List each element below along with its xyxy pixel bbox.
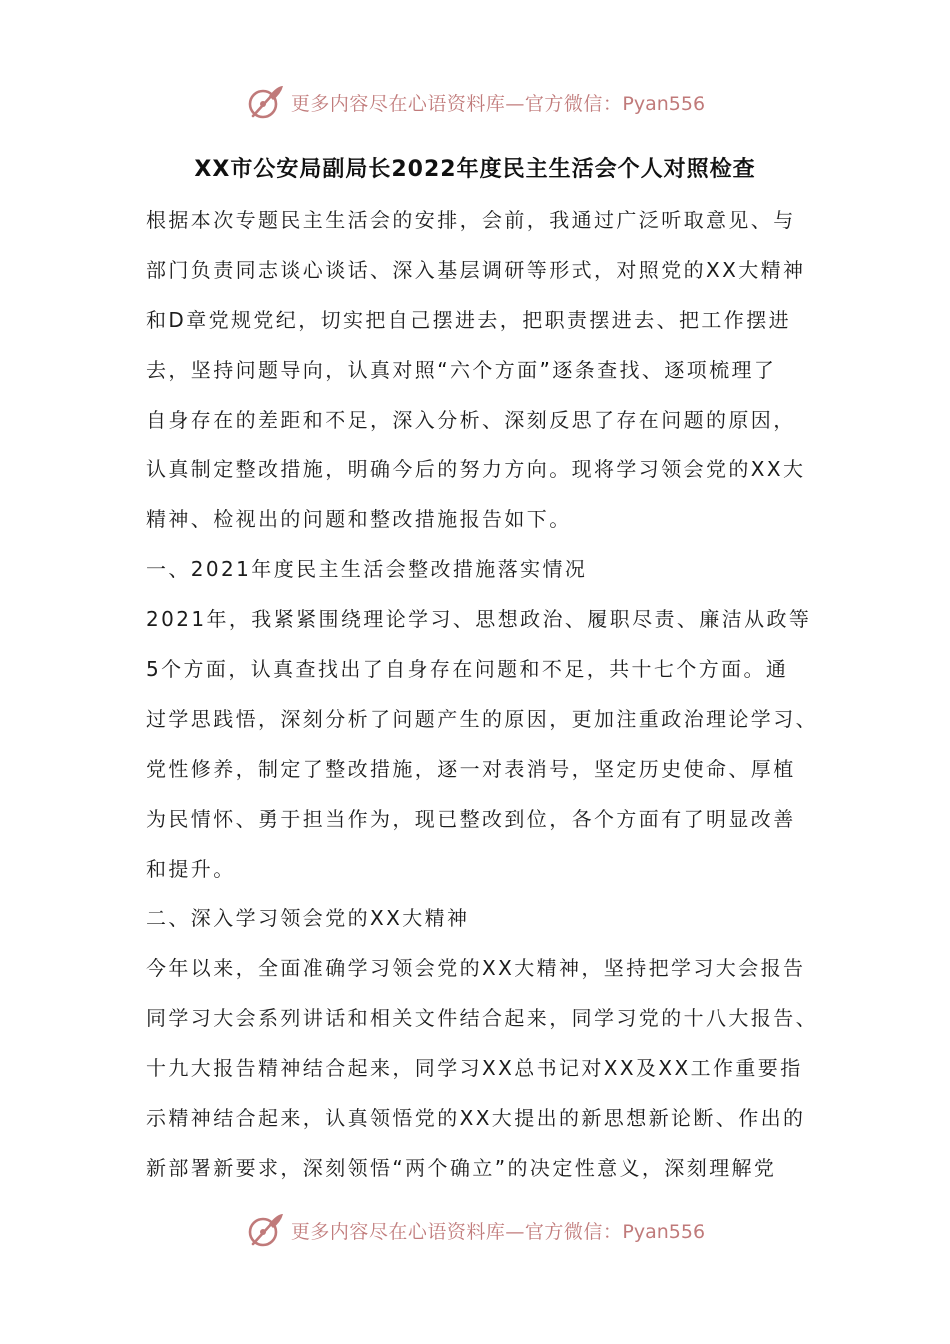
watermark-label: 更多内容尽在心语资料库—官方微信： (290, 1220, 623, 1243)
text-line: 2021年，我紧紧围绕理论学习、思想政治、履职尽责、廉洁从政等 (146, 607, 812, 632)
text-line: 精神、检视出的问题和整改措施报告如下。 (146, 507, 572, 532)
quill-logo-icon (245, 1210, 285, 1250)
header-watermark (0, 80, 950, 124)
text-line: 认真制定整改措施，明确今后的努力方向。现将学习领会党的XX大 (146, 457, 806, 482)
watermark-text (291, 1217, 705, 1244)
text-line: 今年以来，全面准确学习领会党的XX大精神，坚持把学习大会报告 (146, 956, 806, 981)
text-line: 和D章党规党纪，切实把自己摆进去，把职责摆进去、把工作摆进 (146, 307, 791, 332)
text-line: 5个方面，认真查找出了自身存在问题和不足，共十七个方面。通 (146, 657, 789, 682)
text-line: 过学思践悟，深刻分析了问题产生的原因，更加注重政治理论学习、 (146, 706, 818, 731)
text-line: 十九大报告精神结合起来，同学习XX总书记对XX及XX工作重要指 (146, 1056, 803, 1081)
text-line: 为民情怀、勇于担当作为，现已整改到位，各个方面有了明显改善 (146, 806, 796, 831)
text-line: 和提升。 (146, 856, 236, 881)
footer-watermark (0, 1208, 950, 1252)
watermark-handle: Pyan556 (622, 92, 706, 115)
text-line: 新部署新要求，深刻领悟“两个确立”的决定性意义，深刻理解党 (146, 1155, 777, 1180)
text-line: 根据本次专题民主生活会的安排，会前，我通过广泛听取意见、与 (146, 208, 796, 232)
text-line: 示精神结合起来，认真领悟党的XX大提出的新思想新论断、作出的 (146, 1106, 806, 1131)
text-line: 一、2021年度民主生活会整改措施落实情况 (146, 557, 588, 582)
quill-logo-icon (245, 82, 285, 122)
text-line: 党性修养，制定了整改措施，逐一对表消号，坚定历史使命、厚植 (146, 756, 796, 781)
text-line: 同学习大会系列讲话和相关文件结合起来，同学习党的十八大报告、 (146, 1006, 818, 1031)
document-body (146, 196, 826, 1194)
watermark-handle: Pyan556 (622, 1220, 706, 1243)
watermark-label: 更多内容尽在心语资料库—官方微信： (290, 92, 623, 115)
text-line: 部门负责同志谈心谈话、深入基层调研等形式，对照党的XX大精神 (146, 257, 806, 282)
text-line: 去，坚持问题导向，认真对照“六个方面”逐条查找、逐项梳理了 (146, 357, 777, 382)
text-line: 自身存在的差距和不足，深入分析、深刻反思了存在问题的原因， (146, 407, 796, 432)
watermark-text (291, 89, 705, 116)
document-title: XX市公安局副局长2022年度民主生活会个人对照检查 (194, 157, 756, 182)
text-line: 二、深入学习领会党的XX大精神 (146, 906, 470, 931)
